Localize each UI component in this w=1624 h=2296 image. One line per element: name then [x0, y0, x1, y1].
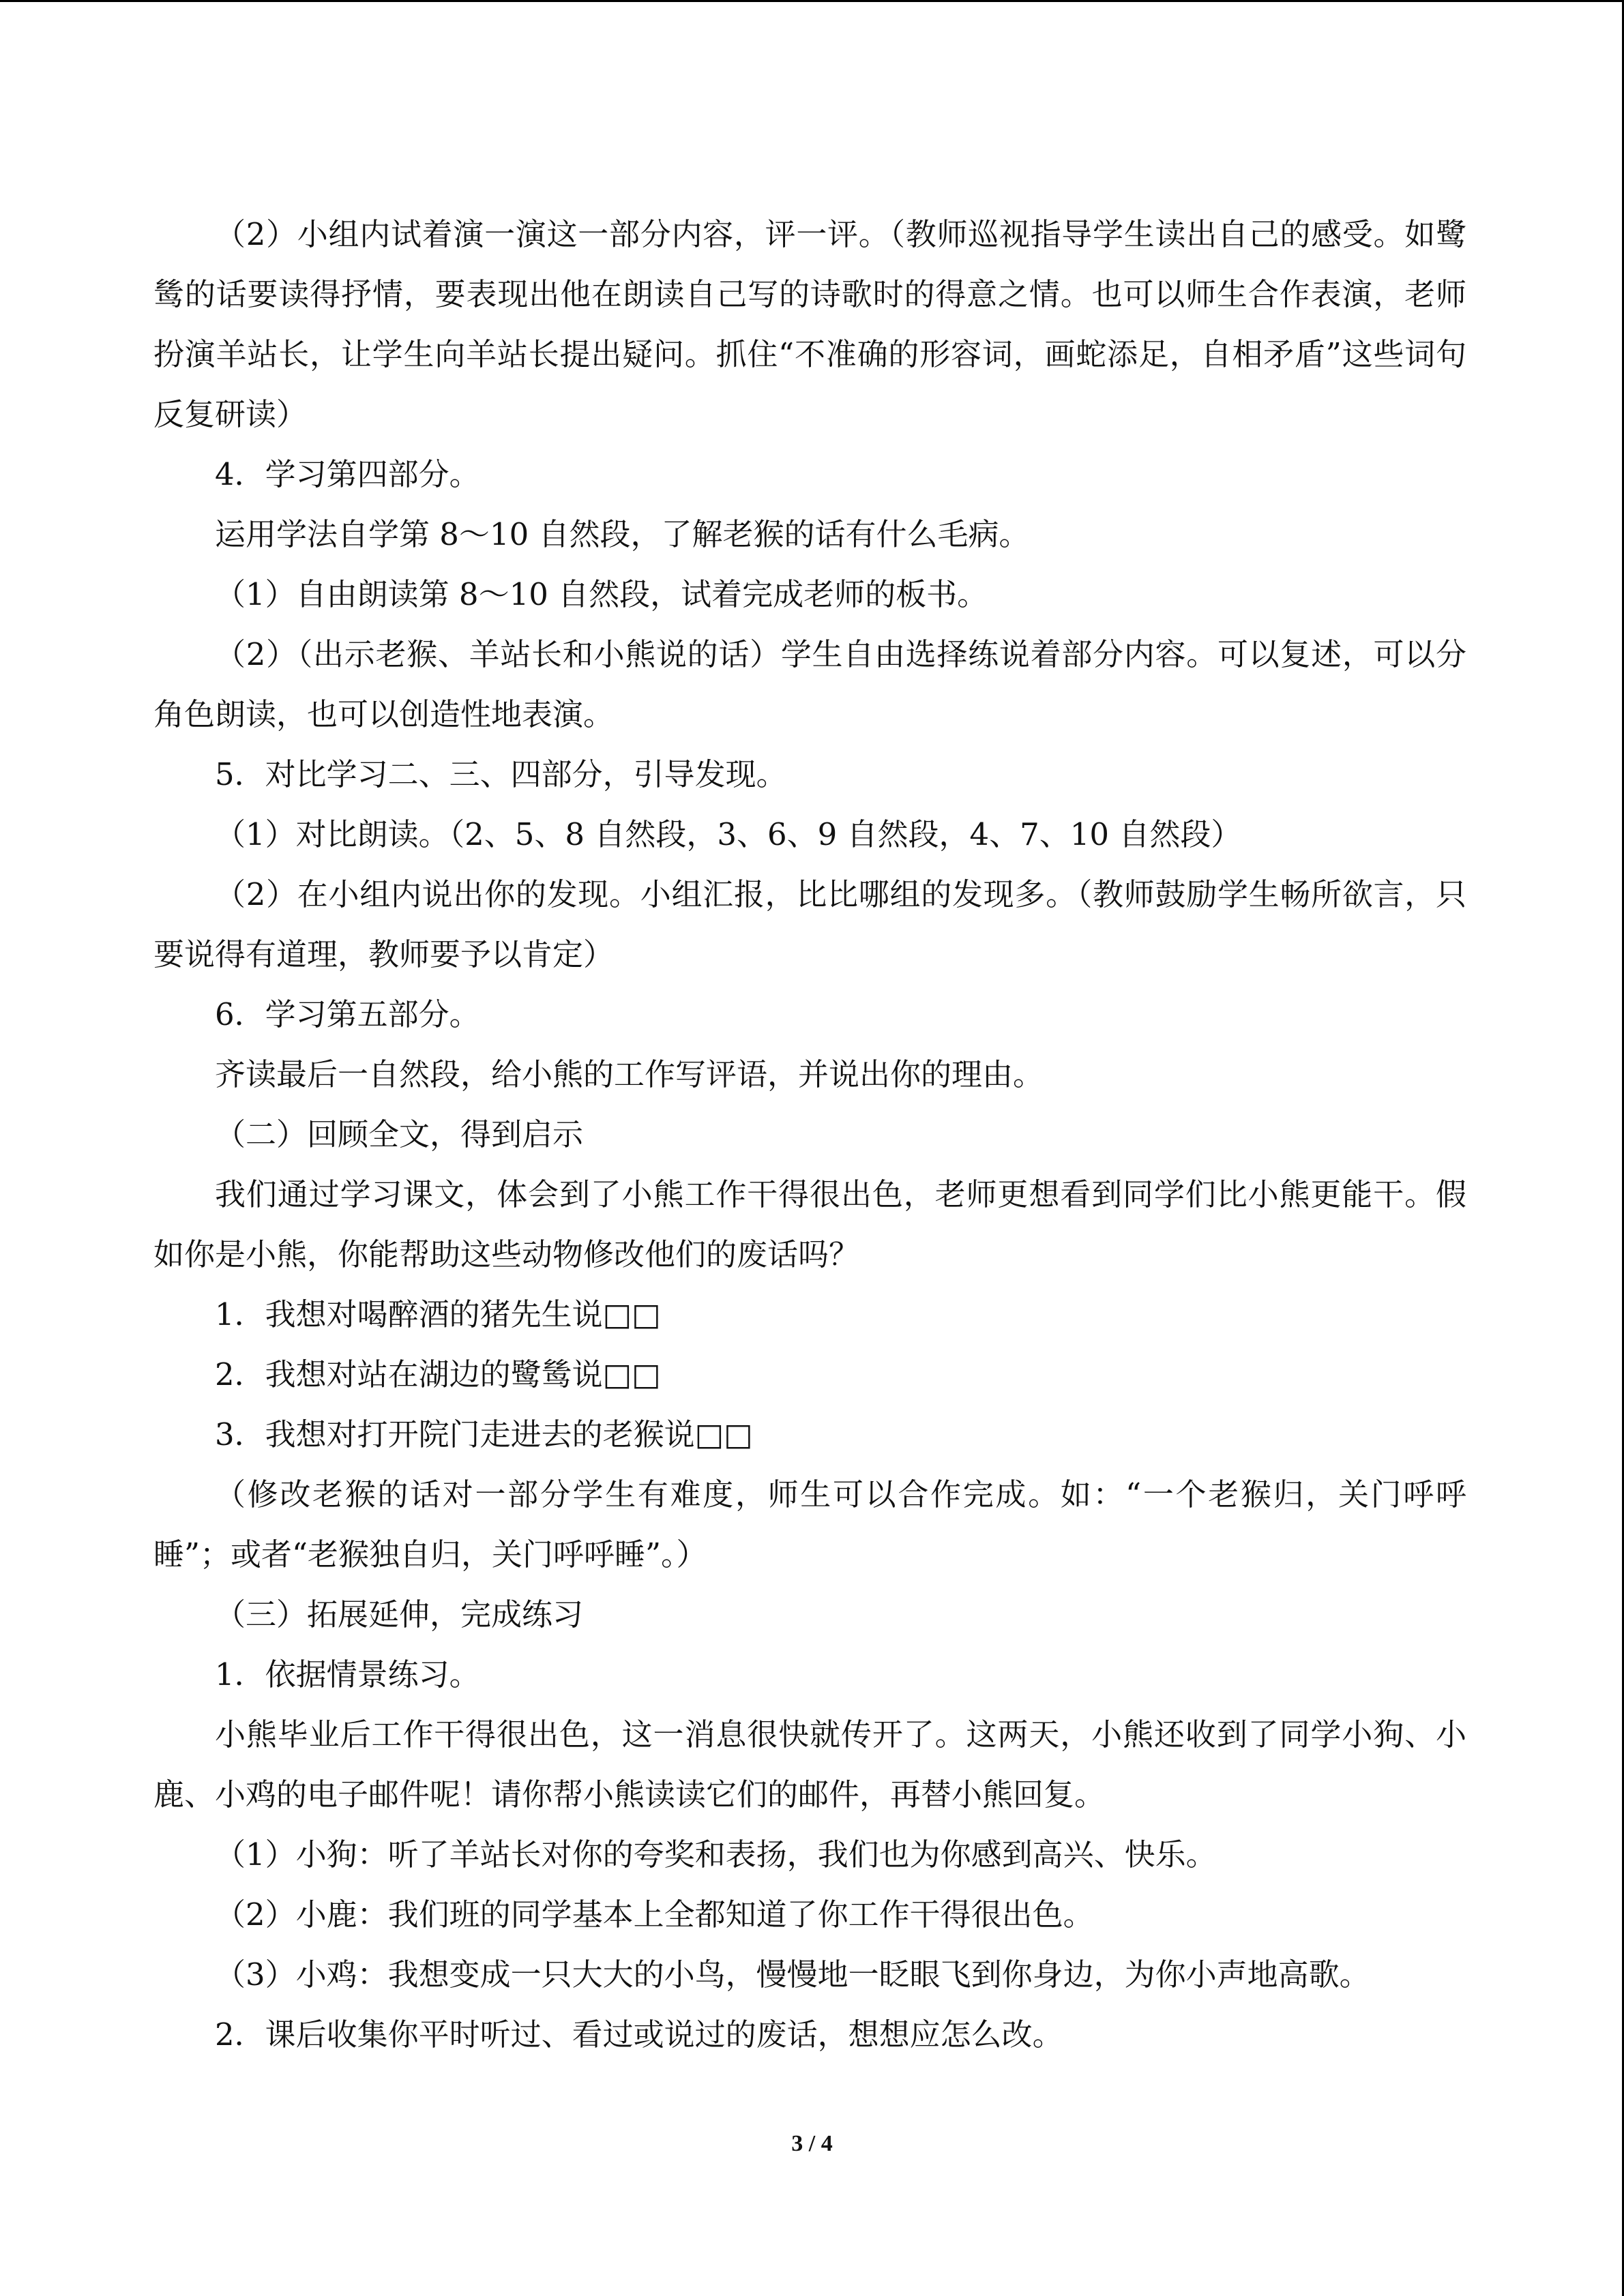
paragraph-18: 1．依据情景练习。	[215, 1656, 480, 1693]
paragraph-7: （1）对比朗读。（2、5、8 自然段，3、6、9 自然段，4、7、10 自然段）	[215, 816, 1242, 852]
paragraph-1: （2）小组内试着演一演这一部分内容，评一评。（教师巡视指导学生读出自己的感受。如鹭鸶的话要读得抒情，要表现出他在朗读自己写的诗歌时的得意之情。也可以师生合作表演，老师扮演羊站长，让学生向羊站长提出疑问。抓住“不准确的形容词，画蛇添足，自相矛盾”这些词句反复研读）	[153, 216, 1466, 432]
paragraph-21: （2）小鹿：我们班的同学基本上全都知道了你工作干得很出色。	[215, 1896, 1094, 1933]
paragraph-14: 2．我想对站在湖边的鹭鸶说□□	[215, 1356, 661, 1392]
paragraph-8: （2）在小组内说出你的发现。小组汇报，比比哪组的发现多。（教师鼓励学生畅所欲言，只要说得有道理，教师要予以肯定）	[153, 876, 1466, 972]
paragraph-4: （1）自由朗读第 8～10 自然段，试着完成老师的板书。	[215, 576, 988, 612]
paragraph-15: 3．我想对打开院门走进去的老猴说□□	[215, 1416, 753, 1452]
paragraph-13: 1．我想对喝醉酒的猪先生说□□	[215, 1296, 661, 1332]
document-body	[153, 205, 1466, 2065]
paragraph-6: 5．对比学习二、三、四部分，引导发现。	[215, 756, 787, 792]
paragraph-12: 我们通过学习课文，体会到了小熊工作干得很出色，老师更想看到同学们比小熊更能干。假如你是小熊，你能帮助这些动物修改他们的废话吗？	[153, 1176, 1466, 1272]
paragraph-9: 6．学习第五部分。	[215, 996, 480, 1032]
paragraph-5: （2）（出示老猴、羊站长和小熊说的话）学生自由选择练说着部分内容。可以复述，可以分角色朗读，也可以创造性地表演。	[153, 636, 1466, 732]
paragraph-17: （三）拓展延伸，完成练习	[215, 1596, 584, 1632]
paragraph-16: （修改老猴的话对一部分学生有难度，师生可以合作完成。如：“一个老猴归，关门呼呼睡”；或者“老猴独自归，关门呼呼睡”。）	[153, 1476, 1466, 1572]
paragraph-22: （3）小鸡：我想变成一只大大的小鸟，慢慢地一眨眼飞到你身边，为你小声地高歌。	[215, 1956, 1370, 1993]
paragraph-2: 4．学习第四部分。	[215, 456, 480, 492]
paragraph-11: （二）回顾全文，得到启示	[215, 1116, 584, 1152]
paragraph-20: （1）小狗：听了羊站长对你的夸奖和表扬，我们也为你感到高兴、快乐。	[215, 1836, 1217, 1873]
paragraph-3: 运用学法自学第 8～10 自然段，了解老猴的话有什么毛病。	[215, 516, 1030, 552]
page-number: 3 / 4	[791, 2131, 833, 2156]
paragraph-10: 齐读最后一自然段，给小熊的工作写评语，并说出你的理由。	[215, 1056, 1044, 1092]
paragraph-19: 小熊毕业后工作干得很出色，这一消息很快就传开了。这两天，小熊还收到了同学小狗、小鹿、小鸡的电子邮件呢！请你帮小熊读读它们的邮件，再替小熊回复。	[153, 1716, 1466, 1813]
top-border	[0, 0, 1624, 2]
paragraph-23: 2．课后收集你平时听过、看过或说过的废话，想想应怎么改。	[215, 2016, 1063, 2053]
